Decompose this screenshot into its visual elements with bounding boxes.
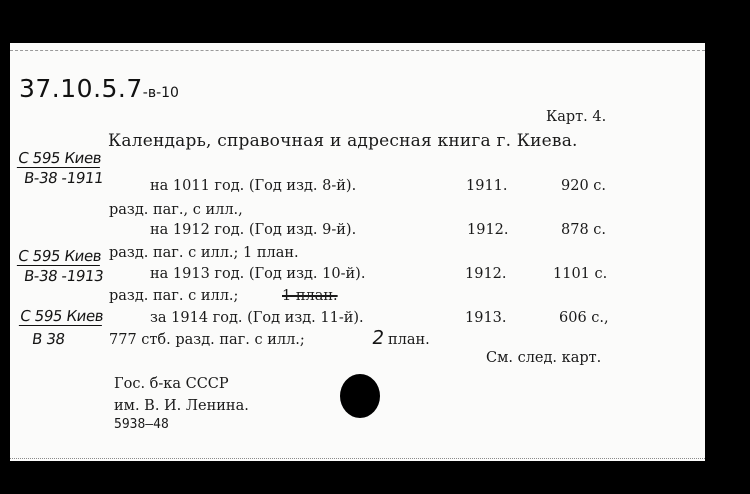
entry-1-note: разд. паг., с илл., (109, 202, 243, 218)
catalog-card (10, 43, 705, 461)
shelfmark-2-line2: В-38 -1913 (22, 267, 105, 285)
punched-hole-stamp (340, 374, 380, 418)
entry-3-year: 1912. (465, 266, 507, 282)
entry-1-pages: 920 с. (561, 178, 607, 194)
entry-4-year: 1913. (465, 310, 507, 326)
entry-3-note: разд. паг. с илл.; (109, 288, 239, 304)
entry-3-main: на 1913 год. (Год изд. 10-й). (150, 266, 366, 282)
shelfmark-3-line2: В 38 (30, 330, 66, 348)
card-title: Календарь, справочная и адресная книга г. Киева. (108, 131, 578, 151)
shelfmark-1-line2: В-38 -1911 (22, 169, 105, 187)
card-bottom-edge (10, 458, 705, 459)
library-line-3: 5938—48 (114, 417, 169, 432)
entry-4-note-handwritten-count: 2 (370, 327, 386, 349)
entry-2-note: разд. паг. с илл.; 1 план. (109, 245, 299, 261)
entry-2-pages: 878 с. (561, 222, 607, 238)
entry-4-pages: 606 с., (559, 310, 609, 326)
shelfmark-1-line1: С 595 Киев (16, 149, 103, 167)
card-top-edge (10, 50, 705, 51)
call-number (19, 76, 179, 101)
entry-2-main: на 1912 год. (Год изд. 9-й). (150, 222, 357, 238)
entry-4-main: за 1914 год. (Год изд. 11-й). (150, 310, 364, 326)
entry-3-note-struck: 1 план. (282, 288, 338, 304)
entry-1-main: на 1011 год. (Год изд. 8-й). (150, 178, 357, 194)
call-number-main: 37.10.5.7 (19, 74, 143, 103)
library-line-2: им. В. И. Ленина. (114, 398, 249, 414)
entry-4-note-tail: план. (388, 332, 430, 348)
library-line-1: Гос. б-ка СССР (114, 376, 229, 392)
entry-1-year: 1911. (466, 178, 508, 194)
shelfmark-2-line1: С 595 Киев (16, 247, 103, 265)
entry-4-note: 777 стб. разд. паг. с илл.; (109, 332, 305, 348)
entry-3-pages: 1101 с. (553, 266, 608, 282)
shelfmark-3-line1: С 595 Киев (18, 307, 105, 325)
see-next-card: См. след. карт. (486, 350, 602, 366)
card-number: Карт. 4. (546, 109, 607, 125)
call-number-suffix: -в-10 (142, 85, 179, 101)
entry-2-year: 1912. (467, 222, 509, 238)
